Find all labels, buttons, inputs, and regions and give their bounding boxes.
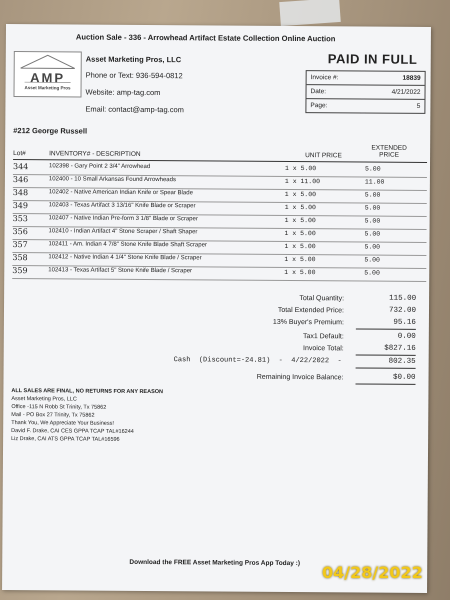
- unit-price: 1 x 5.00: [284, 216, 316, 225]
- company-phone: Phone or Text: 936-594-0812: [85, 70, 183, 81]
- item-description: 102400 - 10 Small Arkansas Found Arrowheads: [48, 176, 177, 184]
- invoice-number-row: [307, 71, 425, 86]
- auction-title: Auction Sale - 336 - Arrowhead Artifact Estate Collection Online Auction: [75, 32, 336, 44]
- invoice-date-row: [306, 85, 424, 100]
- unit-price: 1 x 5.00: [284, 229, 316, 238]
- extended-price: 5.00: [364, 243, 381, 251]
- item-description: 102410 - Indian Artifact 4" Stone Scraper / Shaft Shaper: [48, 228, 198, 236]
- lot-number: 346: [12, 175, 29, 185]
- extended-price: 5.00: [364, 204, 381, 212]
- extended-price: 11.00: [364, 178, 385, 186]
- unit-price: 1 x 5.00: [284, 255, 316, 264]
- header-unit-price: UNIT PRICE: [305, 152, 342, 160]
- subtotal-underline: [356, 328, 416, 329]
- company-website: Website: amp-tag.com: [85, 87, 161, 98]
- lot-number: 359: [12, 266, 28, 276]
- meta-label: Invoice #:: [310, 74, 339, 82]
- item-description: 102403 - Texas Artifact 3 13/16" Knife Blade or Scraper: [48, 202, 196, 210]
- logo-text: AMP: [30, 70, 66, 86]
- total-quantity-label: Total Quantity:: [299, 295, 345, 303]
- header-extended-line: EXTENDED: [371, 144, 407, 152]
- header-extended-price: [369, 145, 409, 159]
- remaining-balance-label: Remaining Invoice Balance:: [256, 373, 344, 382]
- premium-label: 13% Buyer's Premium:: [272, 318, 344, 327]
- company-logo: [13, 51, 81, 97]
- photo-date-stamp: 04/28/2022: [322, 563, 423, 582]
- invoice-total-value: $827.16: [384, 344, 416, 353]
- meta-label: Date:: [310, 88, 327, 96]
- invoice-total-label: Invoice Total:: [302, 345, 344, 353]
- tape-strip: [279, 0, 341, 26]
- item-description: 102412 - Native Indian 4 1/4" Stone Knife Blade / Scraper: [48, 254, 202, 262]
- payment-line: Cash (Discount=-24.81) - 4/22/2022 -: [173, 356, 342, 366]
- unit-price: 1 x 5.00: [284, 242, 316, 251]
- unit-price: 1 x 5.00: [284, 190, 317, 199]
- row-divider: [12, 278, 426, 282]
- header-lot: Lot#: [13, 150, 26, 158]
- meta-value: 18839: [402, 74, 421, 82]
- lot-number: 344: [12, 162, 29, 172]
- total-underline: [356, 354, 416, 355]
- payment-underline: [356, 367, 416, 368]
- table-row: [4, 266, 429, 282]
- premium-value: 95.16: [393, 318, 416, 327]
- extended-price: 5.00: [364, 165, 381, 173]
- footer-policy: ALL SALES ARE FINAL, NO RETURNS FOR ANY REASON: [11, 388, 164, 396]
- lot-number: 357: [12, 240, 28, 250]
- tax-label: Tax1 Default:: [302, 333, 344, 341]
- unit-price: 1 x 5.00: [284, 268, 316, 277]
- total-extended-value: 732.00: [388, 306, 417, 315]
- extended-price: 5.00: [364, 217, 381, 225]
- footer-signer-david: David F. Drake, CAI CES GPPA TCAP TAL#16244: [11, 428, 134, 435]
- item-description: 102402 - Native American Indian Knife or Spear Blade: [48, 189, 193, 197]
- meta-value: 4/21/2022: [391, 88, 421, 96]
- lot-number: 353: [12, 214, 28, 224]
- footer-office: Office -115 N Robb St Trinity, Tx 75862: [11, 404, 107, 411]
- unit-price: 1 x 11.00: [284, 177, 321, 186]
- invoice-page-row: [306, 99, 424, 113]
- header-price-line: PRICE: [379, 151, 400, 159]
- buyer-name: #212 George Russell: [13, 126, 88, 136]
- extended-price: 5.00: [364, 269, 380, 277]
- meta-value: 5: [416, 102, 421, 110]
- payment-status: PAID IN FULL: [327, 51, 418, 67]
- lot-number: 356: [12, 227, 28, 237]
- item-description: 102398 - Gary Point 2 3/4" Arrowhead: [48, 163, 151, 171]
- meta-label: Page:: [310, 102, 328, 110]
- lot-number: 349: [12, 201, 29, 211]
- item-description: 102411 - Am. Indian 4 7/8" Stone Knife Blade Shaft Scraper: [48, 241, 207, 249]
- lot-number: 348: [12, 188, 29, 198]
- company-name: Asset Marketing Pros, LLC: [85, 54, 182, 65]
- invoice-sheet: [2, 24, 431, 593]
- balance-underline: [355, 383, 415, 384]
- app-promo: Download the FREE Asset Marketing Pros App Today :): [129, 558, 301, 568]
- unit-price: 1 x 5.00: [284, 203, 316, 212]
- extended-price: 5.00: [364, 191, 381, 199]
- logo-subtitle: Asset Marketing Pros: [24, 85, 71, 91]
- footer-signer-liz: Liz Drake, CAI ATS GPPA TCAP TAL#16596: [11, 436, 120, 443]
- total-extended-label: Total Extended Price:: [277, 306, 345, 315]
- footer-mail: Mail - PO Box 27 Trinity, Tx 75862: [11, 412, 95, 419]
- total-quantity-value: 115.00: [389, 294, 417, 303]
- item-description: 102407 - Native Indian Pre-form 3 1/8" Blade or Scraper: [48, 215, 198, 223]
- footer-company: Asset Marketing Pros, LLC: [11, 396, 77, 403]
- tax-value: 0.00: [397, 332, 416, 341]
- unit-price: 1 x 5.00: [284, 164, 317, 173]
- extended-price: 5.00: [364, 230, 381, 238]
- payment-value: 802.35: [388, 357, 416, 366]
- company-email: Email: contact@amp-tag.com: [85, 104, 184, 115]
- lot-number: 358: [12, 253, 28, 263]
- extended-price: 5.00: [364, 256, 380, 264]
- footer-thanks: Thank You, We Appreciate Your Business!: [11, 420, 114, 427]
- remaining-balance-value: $0.00: [392, 373, 416, 382]
- header-inventory: INVENTORY# - DESCRIPTION: [49, 150, 141, 158]
- item-description: 102413 - Texas Artifact 5" Stone Knife Blade / Scraper: [48, 267, 193, 275]
- invoice-meta-box: [305, 70, 425, 114]
